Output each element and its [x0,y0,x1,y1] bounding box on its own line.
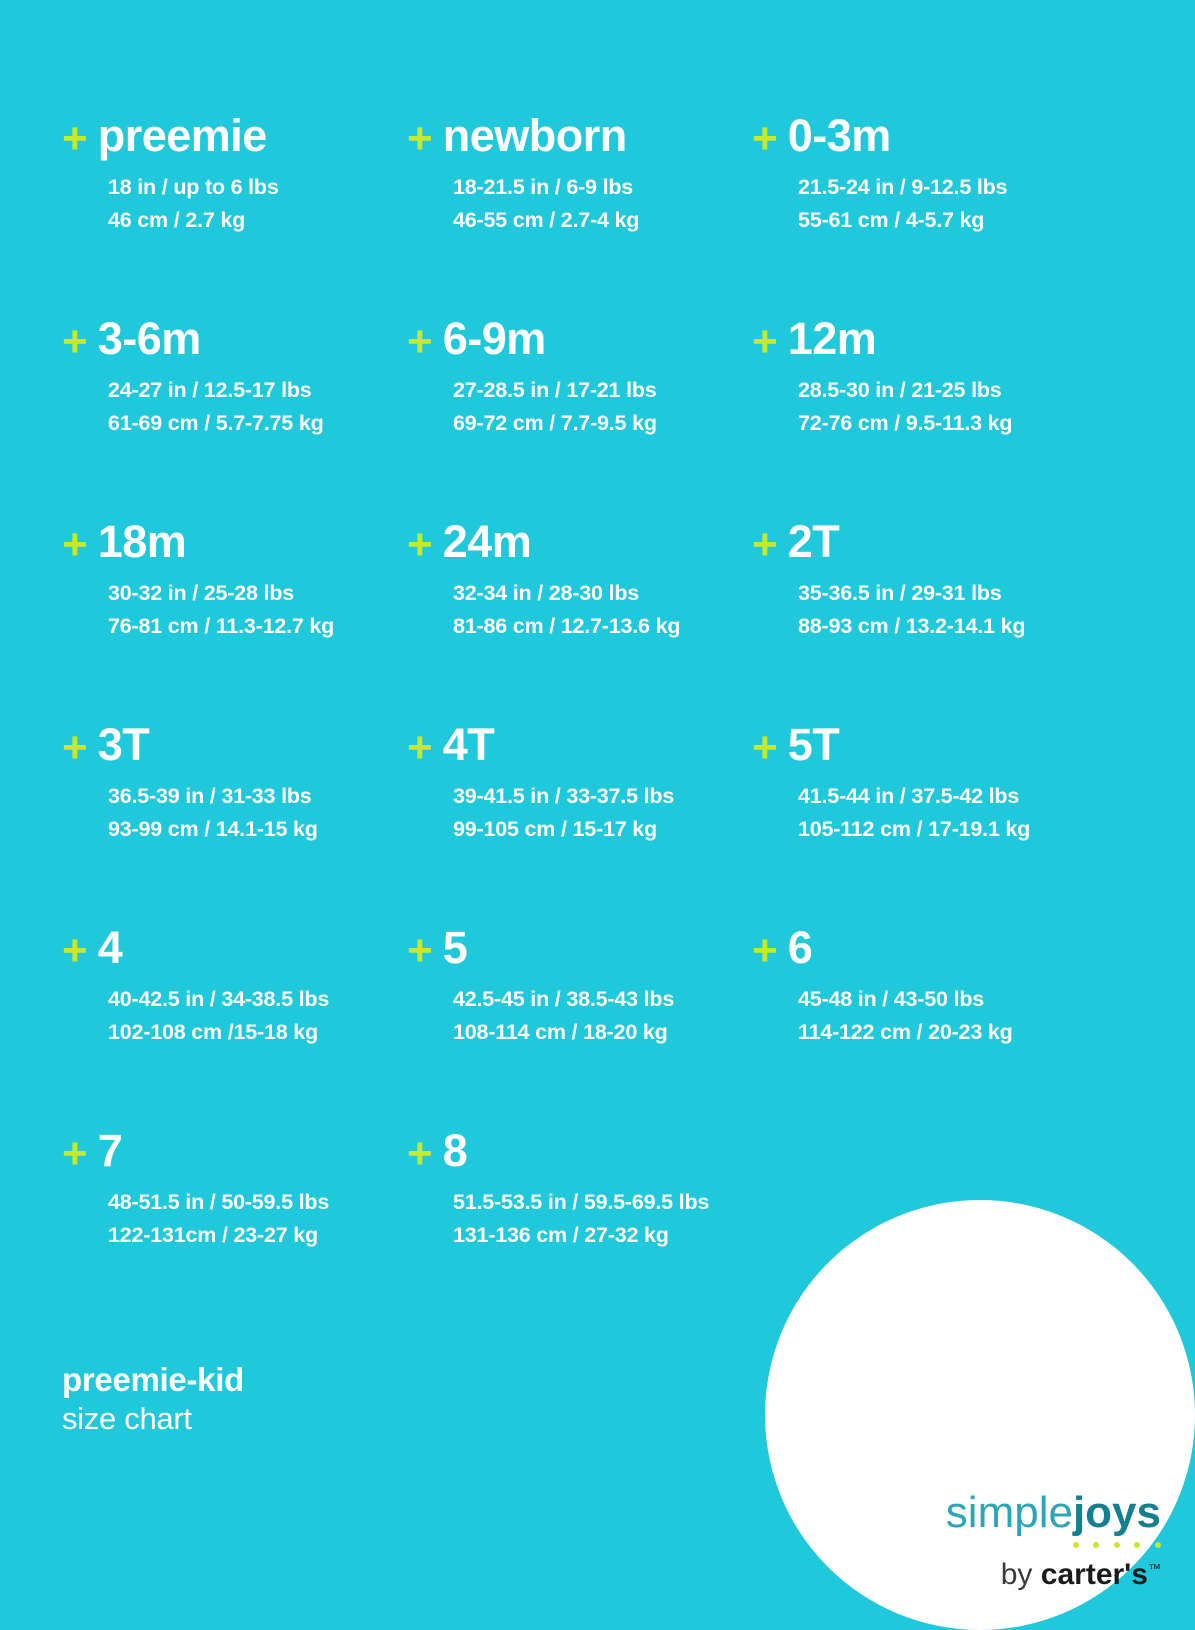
size-label: 24m [442,516,532,567]
size-header [407,313,752,367]
plus-icon: + [407,1129,433,1178]
size-label: 3-6m [97,313,201,364]
size-entry [62,922,407,1125]
size-metric: 93-99 cm / 14.1-15 kg [108,817,318,841]
size-header [407,922,752,976]
size-metric: 46-55 cm / 2.7-4 kg [453,208,640,232]
size-label: 5T [787,719,840,770]
plus-icon: + [62,723,88,772]
brand-carters-text: carter's [1040,1558,1148,1591]
size-entry [407,922,752,1125]
plus-icon: + [62,317,88,366]
brand-wordmark [831,1488,1161,1538]
brand-simple-text: simple [945,1488,1073,1537]
size-metric: 76-81 cm / 11.3-12.7 kg [108,614,335,638]
size-header [407,516,752,570]
size-imperial: 21.5-24 in / 9-12.5 lbs [798,175,1008,199]
size-header [407,110,752,164]
size-metric: 88-93 cm / 13.2-14.1 kg [798,614,1026,638]
size-entry [62,719,407,922]
size-header [752,313,1072,367]
size-entry [752,922,1072,1125]
size-entry [62,1125,407,1328]
size-label: 4 [97,922,123,973]
size-imperial: 41.5-44 in / 37.5-42 lbs [798,784,1020,808]
size-imperial: 36.5-39 in / 31-33 lbs [108,784,312,808]
size-metric: 69-72 cm / 7.7-9.5 kg [453,411,657,435]
plus-icon: + [752,114,778,163]
size-metric: 105-112 cm / 17-19.1 kg [798,817,1031,841]
plus-icon: + [752,317,778,366]
size-header [407,719,752,773]
size-header [752,516,1072,570]
size-label: 18m [97,516,187,567]
size-header [62,719,407,773]
plus-icon: + [752,520,778,569]
size-header [62,110,407,164]
size-label: 4T [442,719,495,770]
size-label: 12m [787,313,877,364]
size-entry [62,313,407,516]
chart-subtitle: size chart [62,1401,192,1436]
size-metric: 72-76 cm / 9.5-11.3 kg [798,411,1013,435]
size-header [752,110,1072,164]
size-header [62,922,407,976]
trademark-symbol: ™ [1148,1561,1161,1576]
size-metric: 108-114 cm / 18-20 kg [453,1020,668,1044]
size-imperial: 28.5-30 in / 21-25 lbs [798,378,1002,402]
plus-icon: + [407,317,433,366]
size-header [752,719,1072,773]
brand-joys-text: joys [1073,1488,1161,1537]
size-imperial: 18-21.5 in / 6-9 lbs [453,175,634,199]
size-label: preemie [97,110,267,161]
plus-icon: + [407,114,433,163]
size-imperial: 42.5-45 in / 38.5-43 lbs [453,987,675,1011]
size-label: 0-3m [787,110,891,161]
size-imperial: 40-42.5 in / 34-38.5 lbs [108,987,330,1011]
plus-icon: + [407,926,433,975]
size-metric: 131-136 cm / 27-32 kg [453,1223,669,1247]
size-entry [407,719,752,922]
size-metric: 61-69 cm / 5.7-7.75 kg [108,411,324,435]
plus-icon: + [62,926,88,975]
size-entry [752,516,1072,719]
size-entry [62,110,407,313]
plus-icon: + [752,723,778,772]
size-entry [62,516,407,719]
size-imperial: 18 in / up to 6 lbs [108,175,279,199]
size-imperial: 45-48 in / 43-50 lbs [798,987,985,1011]
chart-title: preemie-kid [62,1361,244,1398]
size-metric: 46 cm / 2.7 kg [108,208,246,232]
size-chart-grid [62,110,1072,1328]
size-entry [752,719,1072,922]
size-label: 3T [97,719,150,770]
size-entry [407,1125,752,1328]
size-metric: 81-86 cm / 12.7-13.6 kg [453,614,681,638]
size-header [62,516,407,570]
size-label: 7 [97,1125,123,1176]
size-metric: 122-131cm / 23-27 kg [108,1223,318,1247]
plus-icon: + [752,926,778,975]
brand-logo [831,1488,1161,1592]
size-metric: 102-108 cm /15-18 kg [108,1020,318,1044]
size-label: newborn [442,110,627,161]
size-header [62,313,407,367]
size-imperial: 30-32 in / 25-28 lbs [108,581,295,605]
size-metric: 55-61 cm / 4-5.7 kg [798,208,985,232]
size-entry [407,516,752,719]
chart-footer [62,1360,244,1438]
size-entry [752,110,1072,313]
brand-dots-decoration [1073,1542,1161,1548]
plus-icon: + [62,520,88,569]
brand-byline [831,1552,1161,1592]
plus-icon: + [62,114,88,163]
size-imperial: 27-28.5 in / 17-21 lbs [453,378,657,402]
plus-icon: + [62,1129,88,1178]
size-header [752,922,1072,976]
size-imperial: 39-41.5 in / 33-37.5 lbs [453,784,675,808]
size-label: 6 [787,922,813,973]
brand-by-text: by [1000,1558,1041,1591]
size-entry [407,110,752,313]
size-metric: 114-122 cm / 20-23 kg [798,1020,1013,1044]
plus-icon: + [407,723,433,772]
size-imperial: 24-27 in / 12.5-17 lbs [108,378,312,402]
size-label: 2T [787,516,840,567]
size-header [407,1125,752,1179]
size-label: 5 [442,922,468,973]
size-imperial: 48-51.5 in / 50-59.5 lbs [108,1190,330,1214]
size-imperial: 51.5-53.5 in / 59.5-69.5 lbs [453,1190,710,1214]
size-header [62,1125,407,1179]
brand-badge [765,1200,1195,1630]
size-metric: 99-105 cm / 15-17 kg [453,817,657,841]
size-label: 6-9m [442,313,546,364]
plus-icon: + [407,520,433,569]
size-entry [407,313,752,516]
size-label: 8 [442,1125,468,1176]
size-entry [752,313,1072,516]
size-imperial: 35-36.5 in / 29-31 lbs [798,581,1002,605]
size-imperial: 32-34 in / 28-30 lbs [453,581,640,605]
